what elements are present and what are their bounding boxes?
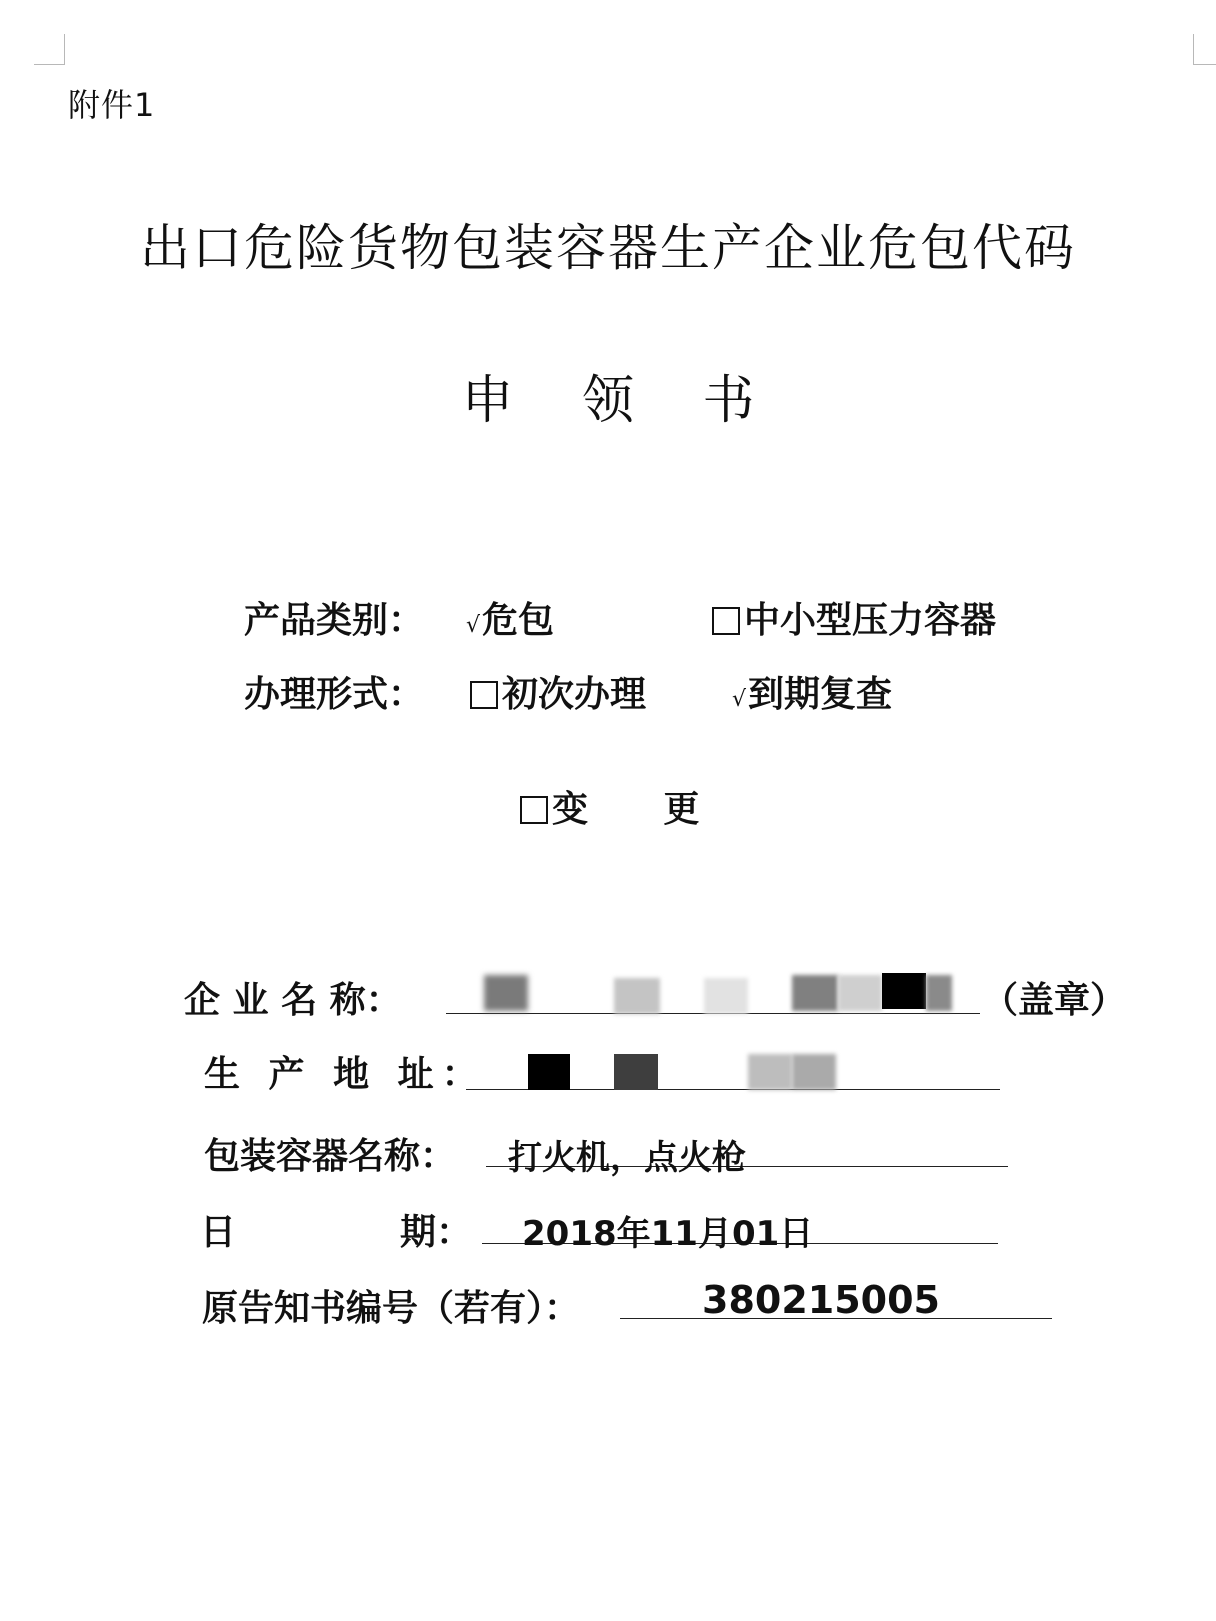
option-label: 初次办理 bbox=[502, 674, 647, 715]
document-title: 出口危险货物包装容器生产企业危包代码 bbox=[140, 219, 1076, 277]
check-mark-icon: √ bbox=[466, 613, 481, 638]
redaction-block bbox=[614, 1054, 658, 1090]
option-label: 中小型压力容器 bbox=[744, 600, 997, 641]
company-name-label: 企 业 名 称： bbox=[184, 980, 402, 1021]
date-value: 2018年11月01日 bbox=[522, 1214, 814, 1254]
option-pressure-vessel[interactable] bbox=[712, 592, 996, 643]
notice-number-label: 原告知书编号（若有）： bbox=[202, 1288, 581, 1329]
redaction-block bbox=[882, 973, 926, 1009]
redaction-block bbox=[792, 975, 838, 1011]
redaction-block bbox=[484, 975, 528, 1011]
attachment-label: 附件1 bbox=[68, 86, 156, 124]
checkbox-empty-icon bbox=[712, 607, 740, 635]
redaction-block bbox=[926, 975, 952, 1011]
checkbox-empty-icon bbox=[470, 681, 498, 709]
option-label: 危包 bbox=[482, 600, 555, 641]
product-category-row bbox=[244, 592, 424, 643]
redaction-block bbox=[704, 978, 748, 1014]
option-first-application[interactable] bbox=[470, 666, 646, 717]
seal-note: （盖章） bbox=[982, 980, 1127, 1021]
process-type-row bbox=[244, 666, 424, 717]
redaction-block bbox=[838, 975, 882, 1011]
redaction-block bbox=[792, 1054, 836, 1090]
checkbox-empty-icon bbox=[520, 796, 548, 824]
notice-number-value: 380215005 bbox=[702, 1278, 940, 1322]
option-label: 变 更 bbox=[552, 789, 700, 830]
document-subtitle: 申 领 书 bbox=[461, 371, 755, 431]
option-change[interactable] bbox=[470, 740, 699, 873]
option-dangerous-packaging[interactable] bbox=[466, 592, 554, 643]
redaction-block bbox=[614, 978, 660, 1014]
product-category-label: 产品类别： bbox=[244, 600, 425, 641]
redaction-block bbox=[748, 1054, 792, 1090]
option-label: 到期复查 bbox=[748, 674, 893, 715]
option-expiry-review[interactable] bbox=[732, 666, 892, 717]
redaction-block bbox=[528, 1054, 570, 1090]
container-name-value: 打火机，点火枪 bbox=[508, 1138, 746, 1178]
production-address-label: 生 产 地 址： bbox=[204, 1054, 486, 1095]
container-name-label: 包装容器名称： bbox=[204, 1136, 457, 1177]
crop-mark-top-right bbox=[1193, 34, 1216, 65]
process-type-label: 办理形式： bbox=[244, 674, 425, 715]
check-mark-icon: √ bbox=[732, 687, 747, 712]
crop-mark-top-left bbox=[34, 34, 65, 65]
date-label: 日 bbox=[200, 1212, 237, 1253]
date-label-suffix: 期： bbox=[400, 1212, 473, 1253]
